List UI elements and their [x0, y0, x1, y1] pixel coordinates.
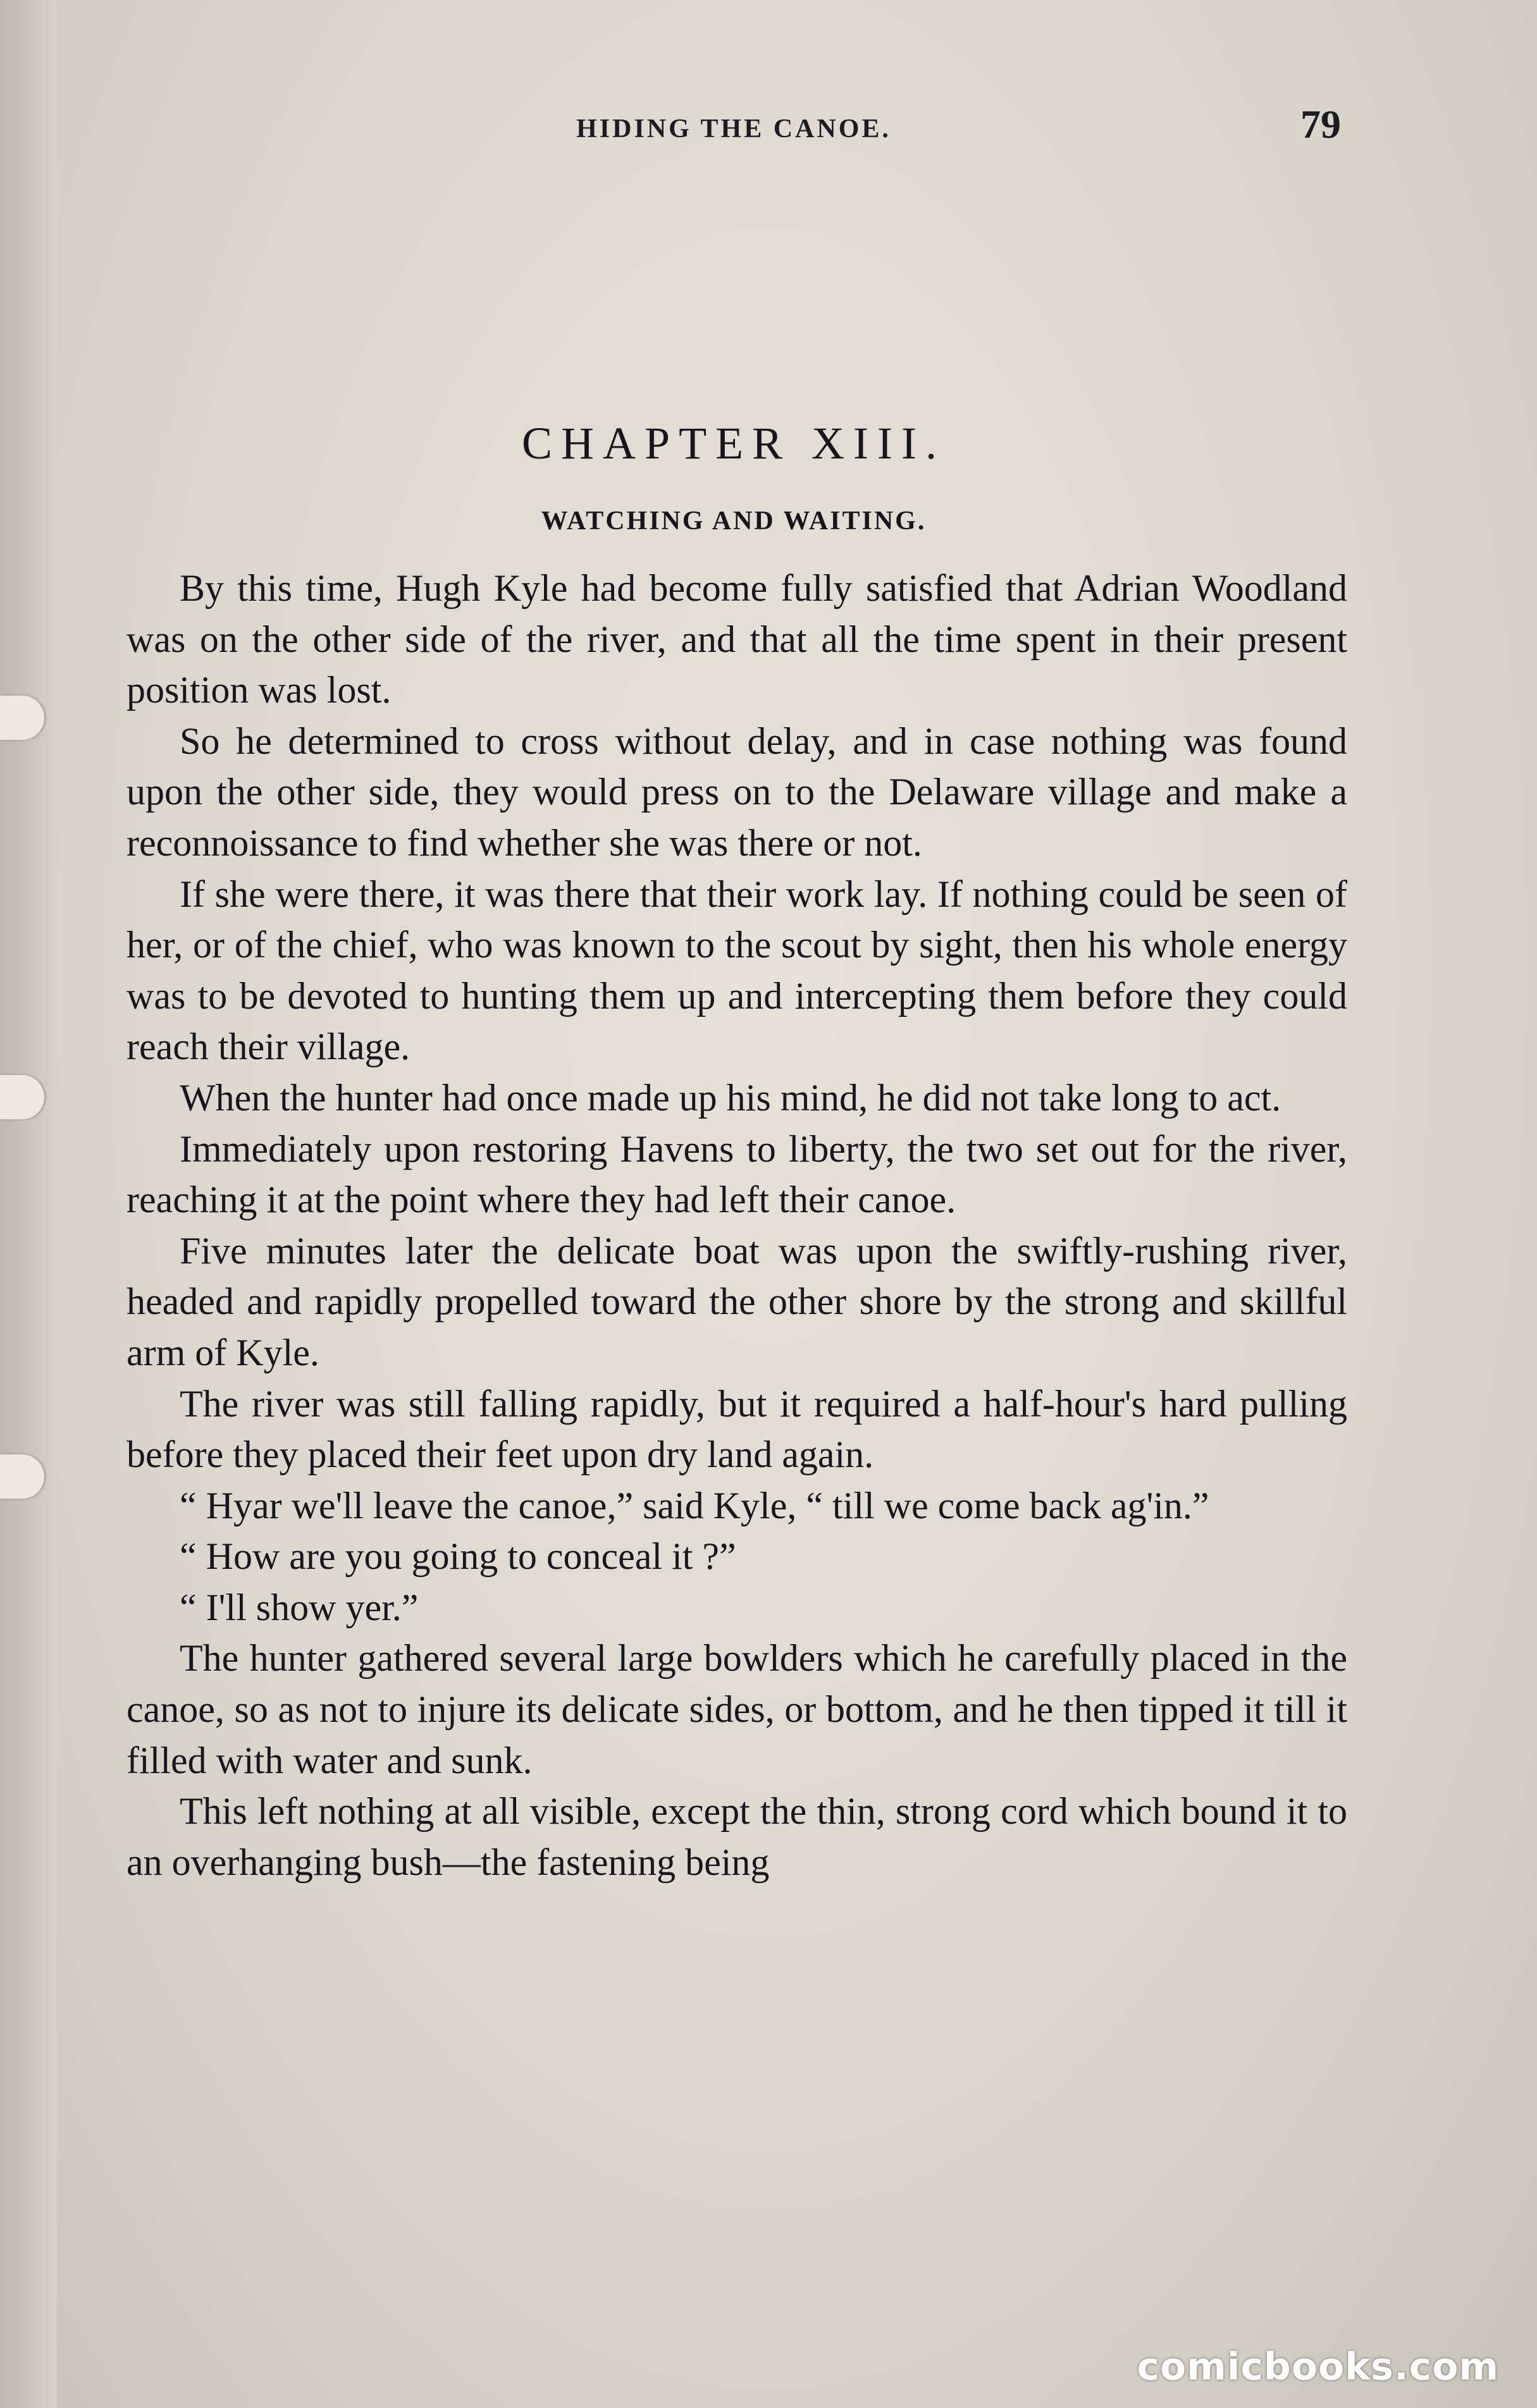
chapter-title: CHAPTER XIII. [522, 418, 946, 469]
paragraph: This left nothing at all visible, except the thin, strong cord which bound it to an overhanging bush—the fastening being [127, 1790, 1347, 1883]
page-header [127, 101, 1341, 158]
paragraph: So he determined to cross without delay, and in case nothing was found upon the other side, they would press on to the Delaware village and make a reconnoissance to find whether she was there or not. [127, 720, 1347, 864]
paragraph: If she were there, it was there that their work lay. If nothing could be seen of her, or of the chief, who was known to the scout by sight, then his whole energy was to be devoted to hunting them up and intercepting them before they could reach their village. [127, 873, 1347, 1068]
paragraph: “ How are you going to conceal it ?” [180, 1535, 736, 1578]
paragraph: By this time, Hugh Kyle had become fully satisfied that Adrian Woodland was on the other side of the river, and that all the time spent in their present position was lost. [127, 567, 1347, 711]
paragraph: When the hunter had once made up his mind, he did not take long to act. [180, 1076, 1281, 1119]
page-tear [0, 1454, 44, 1499]
paragraph: “ I'll show yer.” [180, 1586, 419, 1628]
page-tear [0, 696, 44, 740]
paragraph: Five minutes later the delicate boat was upon the swiftly-rushing river, headed and rapidly propelled toward the other shore by the strong and skillful arm of Kyle. [127, 1229, 1347, 1373]
watermark: comicbooks.com [1137, 2345, 1499, 2389]
body-text [127, 563, 1347, 1888]
paragraph: The river was still falling rapidly, but it required a half-hour's hard pulling before they placed their feet upon dry land again. [127, 1382, 1347, 1476]
chapter-subtitle: WATCHING AND WAITING. [541, 507, 927, 536]
paragraph: Immediately upon restoring Havens to liberty, the two set out for the river, reaching it at the point where they had left their canoe. [127, 1127, 1347, 1221]
paragraph: The hunter gathered several large bowlders which he carefully placed in the canoe, so as not to injure its delicate sides, or bottom, and he then tipped it till it filled with water and sunk. [127, 1637, 1347, 1781]
page-left-edge [0, 0, 57, 2408]
page-tear [0, 1075, 44, 1119]
running-head: HIDING THE CANOE. [576, 114, 891, 144]
page-number: 79 [1300, 102, 1341, 147]
paragraph: “ Hyar we'll leave the canoe,” said Kyle, “ till we come back ag'in.” [180, 1484, 1209, 1526]
